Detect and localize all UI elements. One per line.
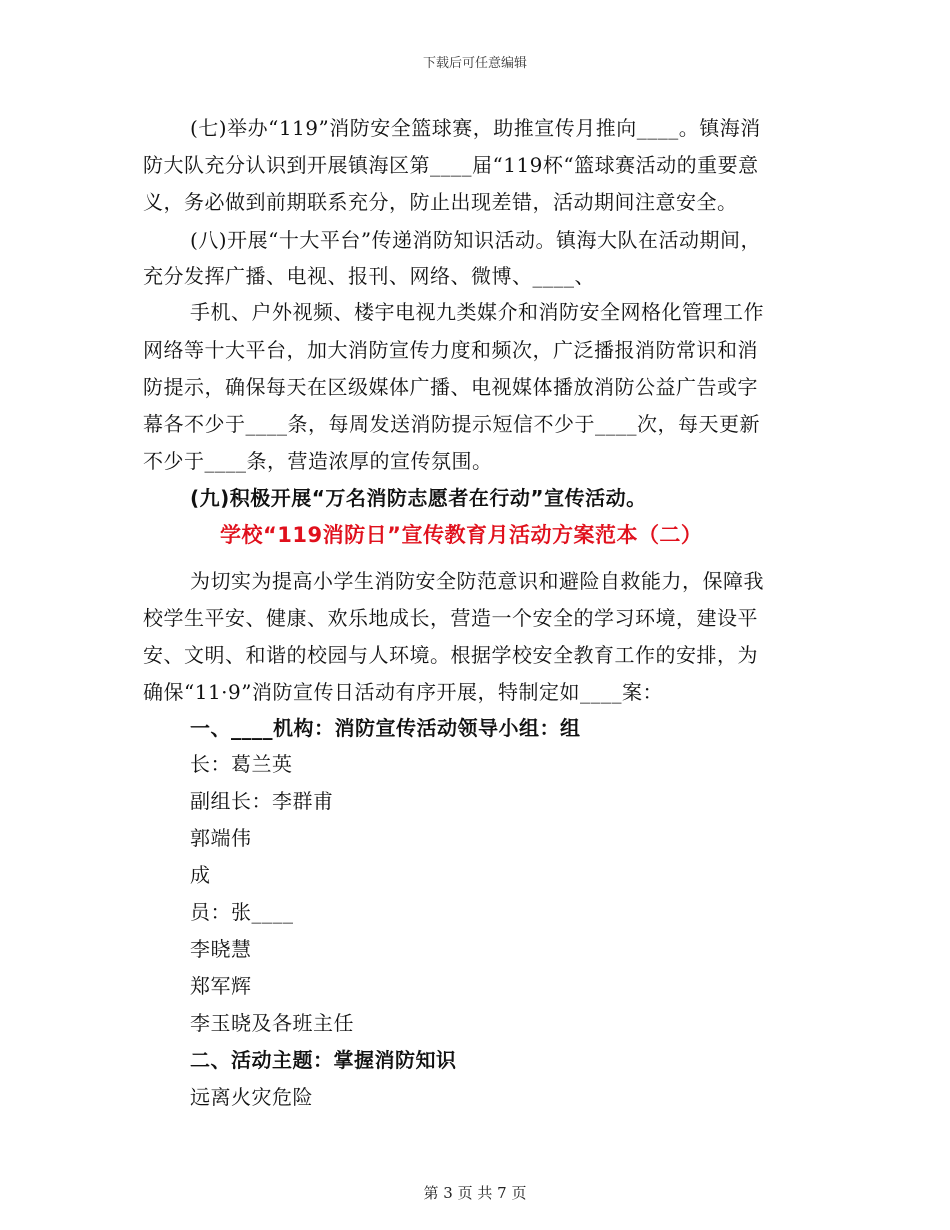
paragraph-line: 防提示，确保每天在区级媒体广播、电视媒体播放消防公益广告或字 <box>143 375 758 399</box>
paragraph-line: 成 <box>190 863 211 887</box>
paragraph-line: 长：葛兰英 <box>190 752 293 776</box>
paragraph-line: 幕各不少于____条，每周发送消防提示短信不少于____次，每天更新 <box>143 412 760 436</box>
document-title: 学校“119消防日”宣传教育月活动方案范本（二） <box>220 523 703 547</box>
paragraph-line: 校学生平安、健康、欢乐地成长，营造一个安全的学习环境，建设平 <box>143 606 758 630</box>
paragraph-line: 义，务必做到前期联系充分，防止出现差错，活动期间注意安全。 <box>143 190 738 214</box>
page-header: 下载后可任意编辑 <box>422 56 527 71</box>
paragraph-line: 为切实为提高小学生消防安全防范意识和避险自救能力，保障我 <box>190 569 764 593</box>
paragraph-line: 充分发挥广播、电视、报刊、网络、微博、____、 <box>143 264 595 288</box>
paragraph-line: 网络等十大平台，加大消防宣传力度和频次，广泛播报消防常识和消 <box>143 338 758 362</box>
page-footer: 第 3 页 共 7 页 <box>423 1184 527 1202</box>
paragraph-line: (七)举办“119”消防安全篮球赛，助推宣传月推向____。镇海消 <box>190 116 761 140</box>
paragraph-line: 副组长：李群甫 <box>190 789 334 813</box>
paragraph-line: 李晓慧 <box>190 937 252 961</box>
paragraph-line: 员：张____ <box>190 900 294 924</box>
paragraph-line: 远离火灾危险 <box>190 1085 313 1109</box>
paragraph-line: 郭端伟 <box>190 826 252 850</box>
paragraph-line: 不少于____条，营造浓厚的宣传氛围。 <box>143 449 493 473</box>
paragraph-line: 李玉晓及各班主任 <box>190 1011 354 1035</box>
section-heading: (九)积极开展“万名消防志愿者在行动”宣传活动。 <box>190 486 647 510</box>
paragraph-line: 手机、户外视频、楼宇电视九类媒介和消防安全网格化管理工作 <box>190 300 764 324</box>
paragraph-line: 安、文明、和谐的校园与人环境。根据学校安全教育工作的安排，为 <box>143 643 758 667</box>
paragraph-line: (八)开展“十大平台”传递消防知识活动。镇海大队在活动期间， <box>190 228 762 252</box>
paragraph-line: 郑军辉 <box>190 974 252 998</box>
section-heading: 二、活动主题：掌握消防知识 <box>190 1048 457 1072</box>
paragraph-line: 防大队充分认识到开展镇海区第____届“119杯“篮球赛活动的重要意 <box>143 153 759 177</box>
paragraph-line: 确保“11·9”消防宣传日活动有序开展，特制定如____案： <box>143 680 663 704</box>
section-heading: 一、____机构：消防宣传活动领导小组：组 <box>190 716 581 740</box>
